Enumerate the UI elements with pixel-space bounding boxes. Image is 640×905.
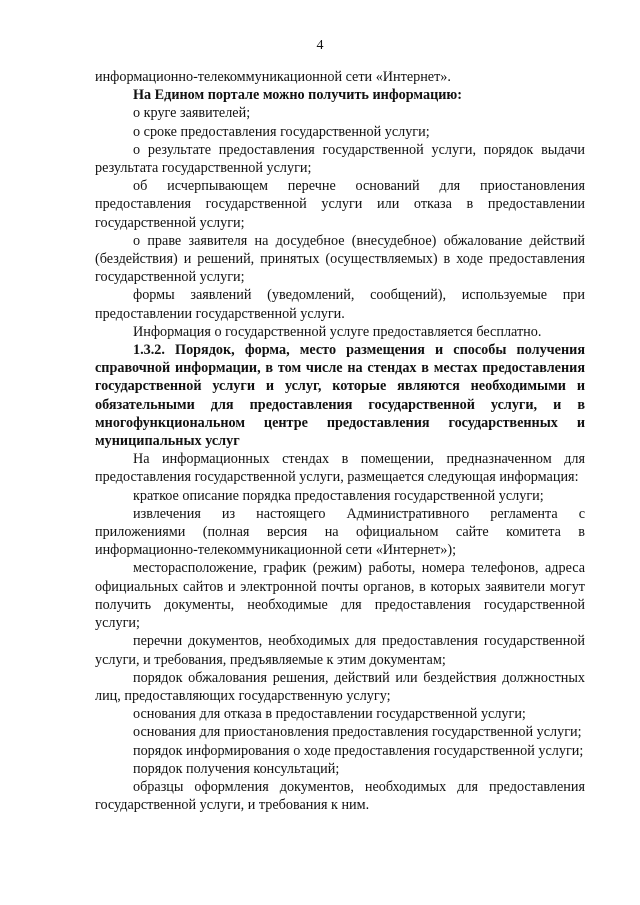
paragraph: образцы оформления документов, необходимых для предоставления государственной услуги, и требования к ним. <box>95 778 585 814</box>
paragraph: месторасположение, график (режим) работы, номера телефонов, адреса официальных сайтов и электронной почты органов, в которых заявители могут получить документы, необходимые для предоставления государственной услуги; <box>95 560 585 632</box>
section-heading: На Едином портале можно получить информацию: <box>133 87 462 104</box>
paragraph: Информация о государственной услуге предоставляется бесплатно. <box>133 323 542 340</box>
paragraph: о сроке предоставления государственной услуги; <box>133 123 430 140</box>
paragraph: о результате предоставления государственной услуги, порядок выдачи результата государственной услуги; <box>95 141 585 177</box>
paragraph: формы заявлений (уведомлений, сообщений), используемые при предоставлении государственной услуги. <box>95 287 585 322</box>
page-number: 4 <box>316 38 324 53</box>
paragraph: перечни документов, необходимых для предоставления государственной услуги, и требования, предъявляемые к этим документам; <box>95 633 585 668</box>
paragraph: порядок информирования о ходе предоставления государственной услуги; <box>133 742 584 759</box>
paragraph: порядок получения консультаций; <box>133 760 340 777</box>
paragraph: о праве заявителя на досудебное (внесудебное) обжалование действий (бездействия) и решений, принятых (осуществляемых) в ходе предоставления государственной услуги; <box>95 232 585 286</box>
paragraph: порядок обжалования решения, действий или бездействия должностных лиц, предоставляющих государственную услугу; <box>95 669 585 704</box>
paragraph: извлечения из настоящего Административного регламента с приложениями (полная версия на официальном сайте комитета в информационно-телекоммуникационной сети «Интернет»); <box>95 505 585 559</box>
paragraph: о круге заявителей; <box>133 105 251 122</box>
paragraph: краткое описание порядка предоставления государственной услуги; <box>133 487 544 504</box>
paragraph: об исчерпывающем перечне оснований для приостановления предоставления государственной услуги или отказа в предоставлении государственной услуги; <box>95 178 585 231</box>
paragraph: На информационных стендах в помещении, предназначенном для предоставления государственной услуги, размещается следующая информация: <box>95 451 585 486</box>
section-heading: 1.3.2. Порядок, форма, место размещения и способы получения справочной информации, в том числе на стендах в местах предоставления государственной услуги и услуг, которые являются необходимыми и обязательными для предоставления государственной услуги, и в многофункциональном центре предоставления государственных и муниципальных услуг <box>95 342 585 450</box>
paragraph: информационно-телекоммуникационной сети «Интернет». <box>95 69 451 85</box>
paragraph: основания для отказа в предоставлении государственной услуги; <box>133 706 526 723</box>
paragraph: основания для приостановления предоставления государственной услуги; <box>133 724 582 741</box>
document-body <box>95 68 585 814</box>
